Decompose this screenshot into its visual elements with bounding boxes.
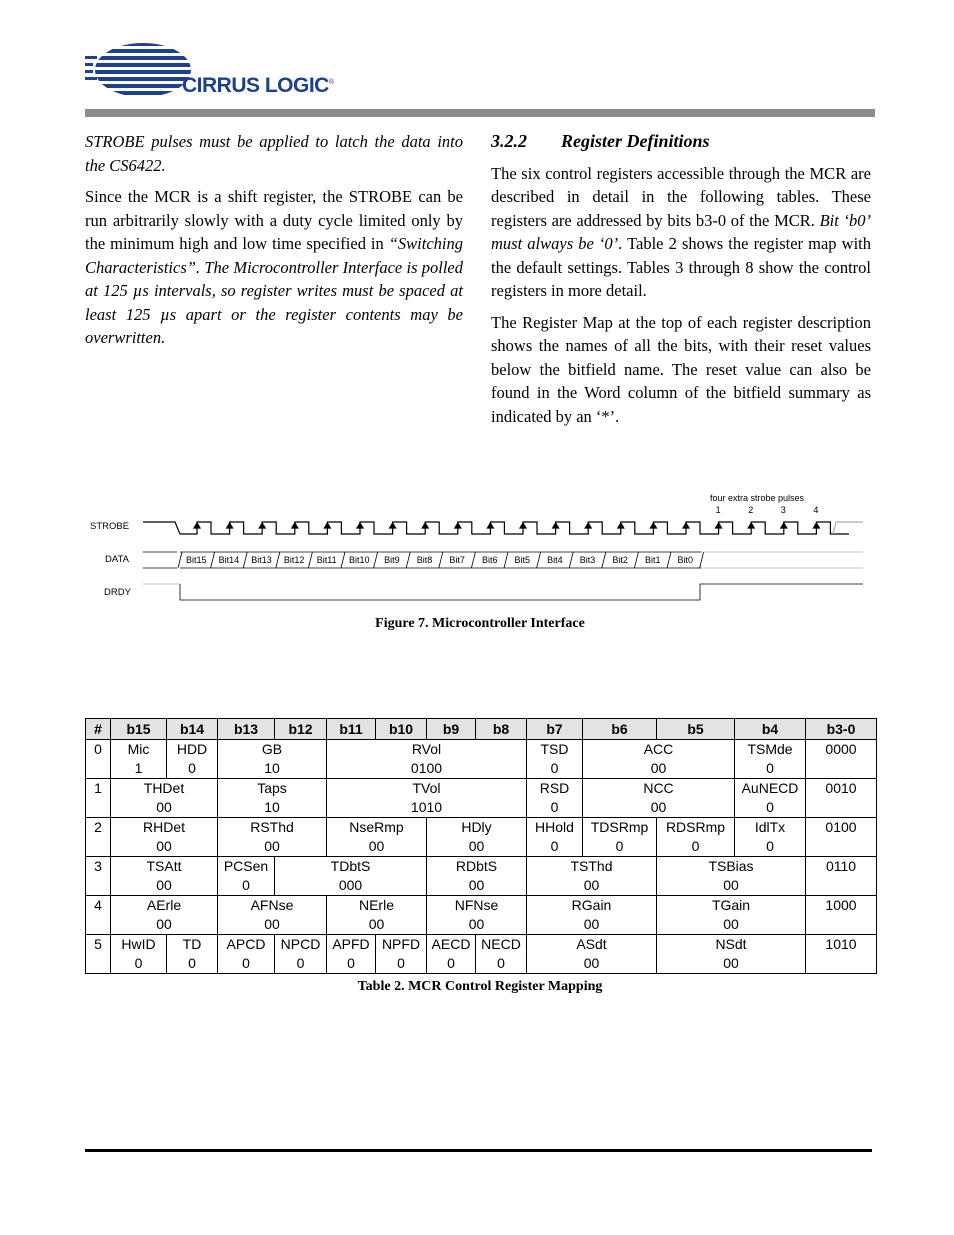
- bitfield-name: TSD: [540, 741, 569, 757]
- register-number: 4: [86, 896, 111, 935]
- bitfield-reset-value: 0: [550, 838, 559, 854]
- bitfield-reset-value: 1010: [410, 799, 443, 815]
- bitfield-cell: [527, 896, 657, 935]
- bitfield-reset-value: 0: [296, 955, 305, 971]
- left-paragraph-1: STROBE pulses must be applied to latch the data into the CS6422.: [85, 132, 463, 175]
- strobe-rising-edge-arrow: [259, 523, 265, 528]
- column-header: b13: [218, 719, 275, 740]
- table-row: [86, 896, 877, 935]
- bitfield-reset-value: 00: [723, 916, 739, 932]
- bitfield-name: RSD: [539, 780, 570, 796]
- register-address: 1000: [806, 896, 877, 935]
- bitfield-cell: [218, 740, 327, 779]
- data-bit-label: Bit15: [186, 555, 207, 565]
- register-number: 3: [86, 857, 111, 896]
- column-header: b11: [327, 719, 376, 740]
- bitfield-reset-value: 00: [264, 838, 280, 854]
- bitfield-name: AECD: [431, 936, 471, 952]
- table-row: [86, 818, 877, 857]
- register-address: 0000: [806, 740, 877, 779]
- header-rule: [85, 109, 875, 117]
- table-row: [86, 935, 877, 974]
- column-header: b5: [657, 719, 735, 740]
- bitfield-reset-value: 0: [242, 955, 250, 971]
- bitfield-cell: [527, 935, 657, 974]
- extra-pulse-number: 2: [748, 505, 754, 515]
- data-idle: [704, 552, 863, 568]
- bitfield-cell: [327, 896, 427, 935]
- strobe-rising-edge-arrow: [292, 523, 298, 528]
- bitfield-name: ASdt: [576, 936, 607, 952]
- bitfield-cell: [583, 818, 657, 857]
- strobe-rising-edge-arrow: [227, 523, 233, 528]
- bitfield-reset-value: 00: [468, 877, 485, 893]
- bitfield-name: PCSen: [223, 858, 269, 874]
- extra-pulse-number: 3: [780, 505, 786, 515]
- strobe-rising-edge-arrow: [357, 523, 363, 528]
- bitfield-name: TD: [182, 936, 202, 952]
- bitfield-cell: [527, 779, 583, 818]
- strobe-idle: [833, 522, 863, 534]
- bitfield-cell: [427, 857, 527, 896]
- left-p2-text: Since the MCR is a shift register, the STROBE can be run arbitrarily slowly with a duty cycle limited only by the minimum high and low time specified in: [85, 187, 463, 253]
- bitfield-reset-value: 0: [347, 955, 355, 971]
- bitfield-cell: [327, 779, 527, 818]
- table-row: [86, 779, 877, 818]
- bitfield-reset-value: 0: [397, 955, 405, 971]
- bitfield-reset-value: 00: [156, 799, 172, 815]
- bitfield-cell: [735, 740, 806, 779]
- bitfield-name: Taps: [257, 780, 287, 796]
- bitfield-name: RVol: [411, 741, 442, 757]
- bitfield-reset-value: 00: [650, 760, 667, 776]
- drdy-waveform: [143, 584, 863, 600]
- bitfield-name: TSBias: [708, 858, 754, 874]
- bitfield-name: RGain: [571, 897, 612, 913]
- bitfield-name: AErle: [146, 897, 182, 913]
- bitfield-cell: [218, 857, 275, 896]
- bitfield-cell: [218, 779, 327, 818]
- bitfield-cell: [427, 896, 527, 935]
- strobe-rising-edge-arrow: [487, 523, 493, 528]
- bitfield-cell: [218, 818, 327, 857]
- bitfield-cell: [111, 779, 218, 818]
- register-address: 0100: [806, 818, 877, 857]
- bitfield-reset-value: 00: [156, 877, 172, 893]
- data-bit-label: Bit12: [283, 555, 305, 565]
- bitfield-reset-value: 0: [691, 838, 700, 854]
- bitfield-name: RDbtS: [455, 858, 498, 874]
- bitfield-cell: [735, 818, 806, 857]
- strobe-rising-edge-arrow: [553, 523, 559, 528]
- column-header: b12: [275, 719, 327, 740]
- bitfield-reset-value: 000: [338, 877, 363, 893]
- extra-pulse-number: 1: [715, 505, 721, 515]
- bitfield-reset-value: 0100: [410, 760, 443, 776]
- strobe-rising-edge-arrow: [324, 523, 330, 528]
- footer-rule: [85, 1149, 872, 1152]
- column-header: b10: [376, 719, 427, 740]
- signal-label-data: DATA: [105, 554, 129, 565]
- column-header: b15: [111, 719, 167, 740]
- strobe-rising-edge-arrow: [781, 523, 787, 528]
- column-header: b14: [167, 719, 218, 740]
- strobe-rising-edge-arrow: [422, 523, 428, 528]
- bitfield-reset-value: 0: [550, 760, 559, 776]
- bitfield-name: AFNse: [250, 897, 294, 913]
- data-bit-label: Bit2: [612, 555, 628, 565]
- bitfield-name: NECD: [481, 936, 521, 952]
- bitfield-cell: [735, 779, 806, 818]
- left-p2-italic: . The Microcontroller Interface is polled at 125 µs intervals, so register writes must be spaced at least 125 µs apart or the register contents may be overwritten.: [85, 257, 463, 347]
- extra-pulse-number: 4: [813, 505, 819, 515]
- logo-text: CIRRUS LOGIC: [182, 74, 329, 97]
- right-paragraph-1: [491, 162, 871, 303]
- bitfield-reset-value: 0: [188, 760, 196, 776]
- bitfield-cell: [657, 935, 806, 974]
- column-header: b8: [476, 719, 527, 740]
- extra-strobe-label: four extra strobe pulses: [710, 493, 805, 503]
- strobe-rising-edge-arrow: [194, 523, 200, 528]
- table-row: [86, 740, 877, 779]
- data-bit-label: Bit6: [481, 555, 498, 565]
- bitfield-name: TSAtt: [146, 858, 182, 874]
- bitfield-reset-value: 0: [188, 955, 196, 971]
- register-number: 0: [86, 740, 111, 779]
- register-address: 0010: [806, 779, 877, 818]
- data-bit-label: Bit11: [316, 555, 337, 565]
- bitfield-name: NSdt: [715, 936, 747, 952]
- bitfield-name: APFD: [332, 936, 370, 952]
- bitfield-reset-value: 0: [134, 955, 143, 971]
- bitfield-reset-value: 0: [550, 799, 559, 815]
- bitfield-name: HDly: [461, 819, 492, 835]
- bitfield-reset-value: 00: [368, 916, 385, 932]
- section-number: 3.2.2: [491, 131, 527, 151]
- bitfield-reset-value: 00: [723, 877, 739, 893]
- bitfield-reset-value: 0: [766, 838, 774, 854]
- data-bit-label: Bit0: [677, 555, 694, 565]
- bitfield-name: NPCD: [280, 936, 321, 952]
- bitfield-cell: [167, 935, 218, 974]
- data-bit-label: Bit9: [384, 555, 400, 565]
- table-row: [86, 857, 877, 896]
- bitfield-cell: [218, 896, 327, 935]
- bitfield-name: APCD: [226, 936, 266, 952]
- bitfield-name: HHold: [535, 819, 574, 835]
- bitfield-reset-value: 0: [447, 955, 455, 971]
- register-number: 5: [86, 935, 111, 974]
- bitfield-reset-value: 00: [650, 799, 667, 815]
- bitfield-name: RDSRmp: [665, 819, 726, 835]
- bitfield-reset-value: 00: [368, 838, 385, 854]
- section-title: Register Definitions: [561, 131, 710, 151]
- bitfield-cell: [275, 935, 327, 974]
- data-bit-label: Bit4: [547, 555, 563, 565]
- bitfield-cell: [427, 818, 527, 857]
- bitfield-cell: [327, 935, 376, 974]
- bitfield-name: GB: [261, 741, 283, 757]
- register-map-table: [85, 718, 877, 974]
- register-address: 0110: [806, 857, 877, 896]
- bitfield-reset-value: 00: [723, 955, 739, 971]
- data-bit-label: Bit13: [251, 555, 272, 565]
- data-bit-label: Bit14: [218, 555, 240, 565]
- right-column: [491, 130, 871, 436]
- bitfield-reset-value: 00: [468, 916, 485, 932]
- column-header: b4: [735, 719, 806, 740]
- bitfield-cell: [583, 779, 735, 818]
- bitfield-cell: [111, 896, 218, 935]
- bitfield-name: TDbtS: [330, 858, 371, 874]
- bitfield-cell: [111, 740, 167, 779]
- table-caption: Table 2. MCR Control Register Mapping: [357, 979, 603, 994]
- strobe-rising-edge-arrow: [585, 523, 591, 528]
- bitfield-reset-value: 0: [615, 838, 624, 854]
- bitfield-name: RSThd: [250, 819, 294, 835]
- bitfield-name: THDet: [143, 780, 185, 796]
- bitfield-cell: [167, 740, 218, 779]
- signal-label-drdy: DRDY: [104, 587, 131, 598]
- strobe-rising-edge-arrow: [813, 523, 819, 528]
- bitfield-name: RHDet: [142, 819, 185, 835]
- bitfield-reset-value: 0: [497, 955, 505, 971]
- bitfield-reset-value: 00: [264, 916, 280, 932]
- bitfield-cell: [657, 896, 806, 935]
- bitfield-cell: [657, 857, 806, 896]
- strobe-rising-edge-arrow: [455, 523, 461, 528]
- bitfield-name: HwID: [121, 936, 156, 952]
- bitfield-name: NFNse: [454, 897, 499, 913]
- bitfield-cell: [527, 740, 583, 779]
- data-bit-label: Bit1: [644, 555, 661, 565]
- data-bit-label: Bit8: [416, 555, 433, 565]
- table-header-row: [86, 719, 877, 740]
- strobe-rising-edge-arrow: [683, 523, 689, 528]
- strobe-rising-edge-arrow: [520, 523, 526, 528]
- bitfield-reset-value: 10: [264, 799, 280, 815]
- signal-label-strobe: STROBE: [90, 521, 130, 532]
- bitfield-name: NPFD: [381, 936, 421, 952]
- left-column: [85, 130, 463, 358]
- right-paragraph-2: The Register Map at the top of each register description shows the names of all the bits, with their reset values below the bitfield name. The reset value can also be found in the Word column of the bitfield summary as indicated by an ‘*’.: [491, 312, 871, 426]
- bitfield-name: Mic: [127, 741, 150, 757]
- bitfield-reset-value: 00: [156, 916, 172, 932]
- timing-diagram: [85, 488, 875, 608]
- bitfield-name: NErle: [358, 897, 394, 913]
- bitfield-reset-value: 0: [242, 877, 250, 893]
- strobe-rising-edge-arrow: [748, 523, 754, 528]
- section-heading: [491, 130, 871, 154]
- bitfield-cell: [376, 935, 427, 974]
- bitfield-reset-value: 00: [156, 838, 172, 854]
- bitfield-name: TDSRmp: [590, 819, 649, 835]
- bitfield-cell: [111, 818, 218, 857]
- column-header: b3-0: [806, 719, 877, 740]
- switching-characteristics-ref[interactable]: “Switching Characteristics”: [85, 234, 463, 277]
- bitfield-cell: [327, 818, 427, 857]
- column-header: b6: [583, 719, 657, 740]
- right-p1-italic: Bit ‘b0’ must always be ‘0’: [491, 210, 872, 253]
- bitfield-reset-value: 1: [134, 760, 143, 776]
- data-bit-label: Bit3: [579, 555, 596, 565]
- figure-caption: Figure 7. Microcontroller Interface: [375, 616, 585, 631]
- bitfield-name: ACC: [643, 741, 674, 757]
- bitfield-reset-value: 00: [583, 955, 600, 971]
- bitfield-name: HDD: [176, 741, 208, 757]
- bitfield-name: TSMde: [747, 741, 793, 757]
- bitfield-name: NseRmp: [349, 819, 404, 835]
- bitfield-name: TGain: [711, 897, 751, 913]
- bitfield-reset-value: 00: [583, 916, 600, 932]
- bitfield-cell: [218, 935, 275, 974]
- data-bit-label: Bit5: [514, 555, 531, 565]
- column-header: b7: [527, 719, 583, 740]
- bitfield-cell: [583, 740, 735, 779]
- bitfield-cell: [111, 935, 167, 974]
- bitfield-name: IdlTx: [754, 819, 786, 835]
- cirrus-logo-mark-icon: [85, 40, 195, 102]
- right-p1-tail: . Table 2 shows the register map with the default settings. Tables 3 through 8 show the control registers in more detail.: [491, 234, 871, 300]
- bitfield-name: TVol: [412, 780, 441, 796]
- bitfield-cell: [476, 935, 527, 974]
- data-bit-label: Bit10: [349, 555, 370, 565]
- right-p1-text: The six control registers accessible through the MCR are described in detail in the following tables. These registers are addressed by bits b3-0 of the MCR.: [491, 163, 871, 230]
- strobe-waveform: [143, 522, 863, 534]
- strobe-rising-edge-arrow: [716, 523, 722, 528]
- data-bit-label: Bit7: [449, 555, 465, 565]
- bitfield-reset-value: 10: [264, 760, 280, 776]
- bitfield-reset-value: 00: [468, 838, 485, 854]
- column-header: #: [86, 719, 111, 740]
- bitfield-cell: [657, 818, 735, 857]
- bitfield-reset-value: 0: [766, 799, 774, 815]
- bitfield-cell: [427, 935, 476, 974]
- bitfield-name: TSThd: [570, 858, 613, 874]
- strobe-pulse-train: [143, 522, 849, 534]
- strobe-rising-edge-arrow: [390, 523, 396, 528]
- column-header: b9: [427, 719, 476, 740]
- bitfield-reset-value: 00: [583, 877, 600, 893]
- bitfield-cell: [275, 857, 427, 896]
- bitfield-cell: [111, 857, 218, 896]
- register-address: 1010: [806, 935, 877, 974]
- register-number: 2: [86, 818, 111, 857]
- register-number: 1: [86, 779, 111, 818]
- bitfield-cell: [527, 857, 657, 896]
- left-paragraph-2: [85, 185, 463, 350]
- bitfield-name: AuNECD: [741, 780, 799, 796]
- bitfield-reset-value: 0: [766, 760, 774, 776]
- bitfield-cell: [527, 818, 583, 857]
- strobe-rising-edge-arrow: [618, 523, 624, 528]
- registered-mark: ®: [328, 79, 334, 86]
- strobe-rising-edge-arrow: [650, 523, 656, 528]
- cirrus-logo: [85, 40, 375, 102]
- bitfield-name: NCC: [643, 780, 674, 796]
- bitfield-cell: [327, 740, 527, 779]
